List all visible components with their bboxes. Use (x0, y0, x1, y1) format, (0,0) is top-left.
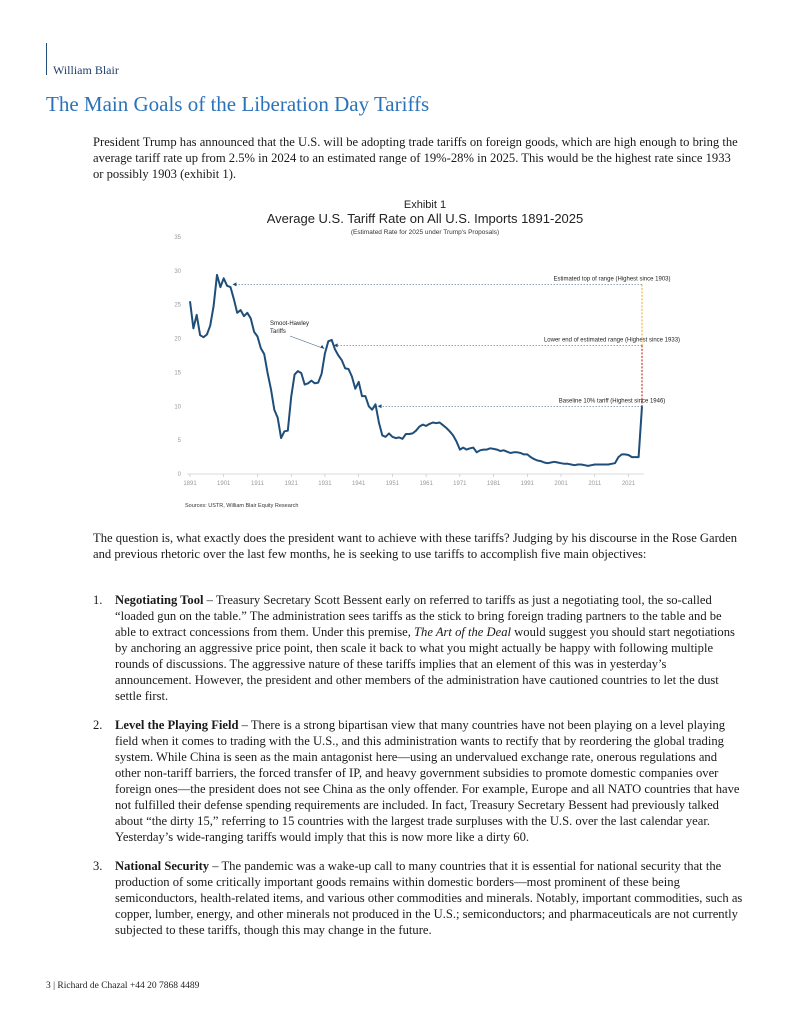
x-tick-label: 1891 (183, 481, 197, 487)
objective-text-continued: would suggest you should start negotiations by anchoring an aggressive price point, then scale it back to what you might actually be happy with following multiple rounds of discussions. The aggressive nature of these tariffs implies that an element of this was in yesterday’s announcement. However, the president and other members of the administration have cautioned countries to let the dust settle first. (115, 625, 735, 703)
objective-number: 1. (93, 593, 103, 607)
smoot-hawley-label: Tariffs (270, 329, 286, 335)
objective-item (93, 858, 743, 938)
objective-text: – The pandemic was a wake-up call to many countries that it is essential for national security that the production of some critically important goods remains within domestic borders—most prominent of these being semiconductors, health-related items, and various other commodities and minerals. Notably, important commodities, such as copper, lumber, energy, and other minerals not produced in the U.S.; semiconductors; and pharmaceuticals are not currently subjected to these tariffs, though this may change in the future. (115, 859, 743, 937)
y-tick-label: 30 (174, 268, 181, 275)
x-tick-label: 1971 (453, 481, 467, 487)
page-footer: 3 | Richard de Chazal +44 20 7868 4489 (46, 981, 200, 991)
x-tick-label: 2011 (588, 481, 602, 487)
x-tick-label: 1921 (284, 481, 298, 487)
tariff-rate-line (190, 275, 642, 466)
x-tick-label: 1931 (318, 481, 332, 487)
question-paragraph: The question is, what exactly does the president want to achieve with these tariffs? Judging by his discourse in the Rose Garden and previous rhetoric over the last few months, he is seeking to use tariffs to accomplish five main objectives: (93, 531, 737, 561)
annotation-label: Lower end of estimated range (Highest since 1933) (543, 337, 681, 344)
x-tick-label: 1901 (217, 481, 231, 487)
annotation-label: Estimated top of range (Highest since 1903) (553, 276, 671, 283)
annotation-label: Baseline 10% tariff (Highest since 1946) (558, 398, 666, 405)
objective-heading: National Security (115, 859, 210, 873)
x-tick-label: 2001 (554, 481, 568, 487)
y-tick-label: 10 (174, 404, 181, 411)
y-tick-label: 35 (174, 235, 181, 241)
objective-number: 2. (93, 718, 103, 732)
objectives-list (93, 592, 743, 951)
intro-paragraph: President Trump has announced that the U.S. will be adopting trade tariffs on foreign goods, which are high enough to bring the average tariff rate up from 2.5% in 2024 to an estimated range of 19%-28% in 2025. This would be the highest rate since 1933 or possibly 1903 (exhibit 1). (93, 135, 738, 181)
brand-divider (46, 43, 47, 75)
objective-text: – There is a strong bipartisan view that many countries have not been playing on a level playing field when it comes to trading with the U.S., and this administration wants to rectify that by reordering the global trading system. While China is seen as the main antagonist here—using an undervalued exchange rate, onerous regulations and other non-tariff barriers, the forced transfer of IP, and heavy government subsidies to promote domestic companies over foreign ones—the president does not see China as the only offender. For example, Europe and all NATO countries that have not fulfilled their defense spending requirements are included. In fact, Treasury Secretary Bessent had previously talked about “the dirty 15,” referring to 15 countries with the largest trade surpluses with the U.S. over the last calendar year. Yesterday’s wide-ranging tariffs would imply that this is now more like a dirty 60. (115, 718, 740, 844)
annotation-arrowhead (232, 282, 236, 286)
y-tick-label: 5 (177, 438, 181, 445)
x-tick-label: 1951 (385, 481, 400, 487)
x-tick-label: 1941 (351, 481, 366, 487)
objective-heading: Level the Playing Field (115, 718, 239, 732)
exhibit-chart (170, 196, 681, 516)
page-title: The Main Goals of the Liberation Day Tariffs (46, 92, 430, 116)
chart-exhibit-label: Exhibit 1 (403, 199, 447, 211)
objective-heading: Negotiating Tool (115, 593, 204, 607)
x-tick-label: 1991 (520, 481, 534, 487)
y-tick-label: 25 (174, 302, 181, 309)
objective-item (93, 717, 743, 845)
y-tick-label: 0 (177, 472, 181, 478)
chart-title: Average U.S. Tariff Rate on All U.S. Imports 1891-2025 (266, 211, 584, 226)
chart-sources: Sources: USTR, William Blair Equity Research (185, 503, 299, 509)
y-tick-label: 15 (174, 370, 181, 377)
smoot-hawley-pointer (290, 336, 324, 349)
chart-subtitle: (Estimated Rate for 2025 under Trump's Proposals) (350, 229, 500, 236)
annotation-arrowhead (378, 404, 382, 408)
objective-text: – Treasury Secretary Scott Bessent early on referred to tariffs as just a negotiating tool, the so-called “loaded gun on the table.” The administration sees tariffs as the stick to bring foreign trading partners to the table and be able to extract concessions from them. Under this premise, (115, 593, 722, 639)
y-tick-label: 20 (174, 336, 181, 343)
x-tick-label: 1981 (486, 481, 501, 487)
x-tick-label: 1961 (419, 481, 433, 487)
objective-number: 3. (93, 859, 103, 873)
x-tick-label: 2021 (621, 481, 636, 487)
brand-name: William Blair (53, 63, 119, 77)
book-title: The Art of the Deal (414, 625, 512, 639)
smoot-hawley-label: Smoot-Hawley (270, 321, 310, 327)
objective-item (93, 592, 743, 704)
x-tick-label: 1911 (251, 481, 264, 487)
